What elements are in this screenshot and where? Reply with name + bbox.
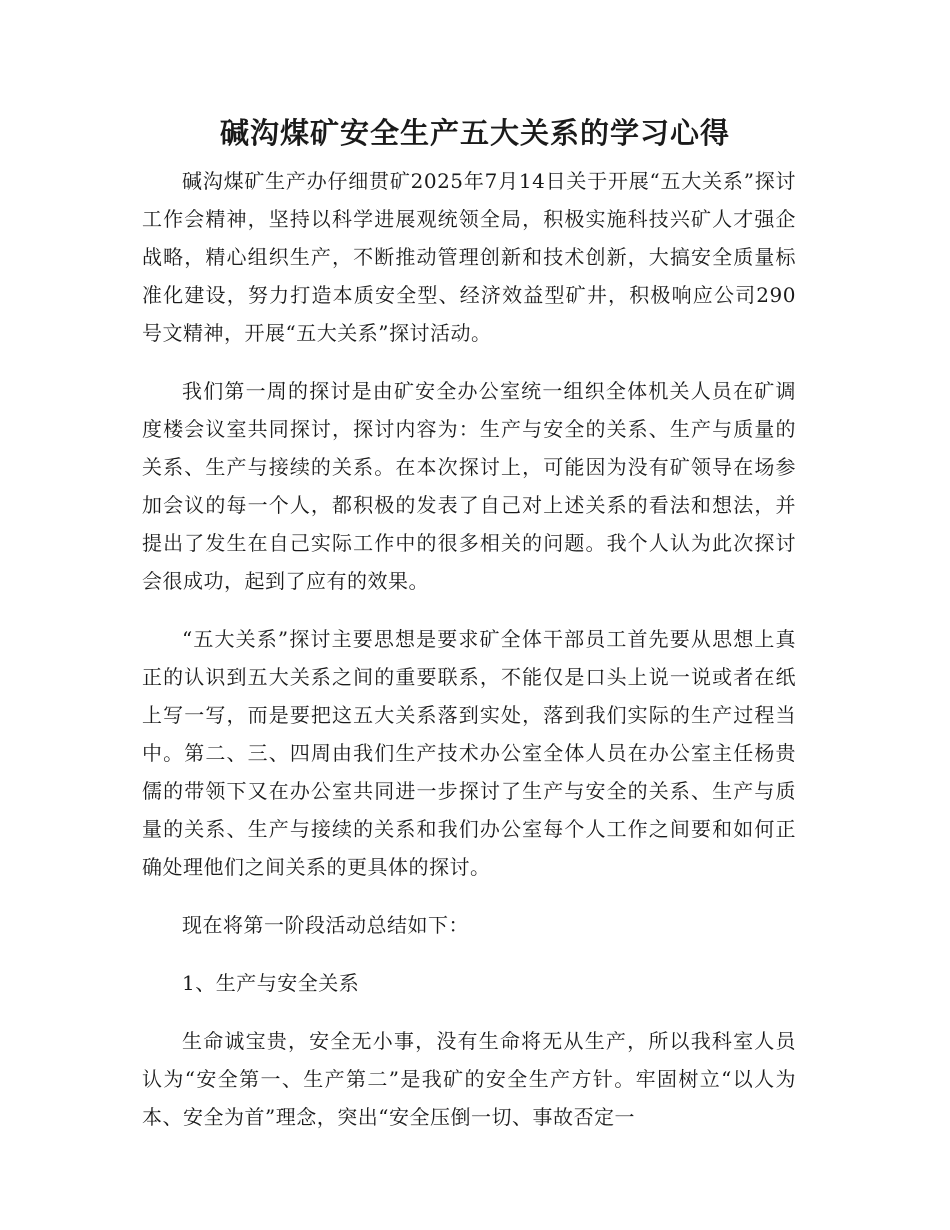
paragraph-summary-intro: 现在将第一阶段活动总结如下： xyxy=(182,913,469,937)
paragraph-intro: 碱沟煤矿生产办仔细贯矿2025年7月14日关于开展“五大关系”探讨工作会精神，坚持以科学进展观统领全局，积极实施科技兴矿人才强企战略，精心组织生产，不断推动管理创新和技术创新，大搞安全质量标准化建设，努力打造本质安全型、经济效益型矿井，积极响应公司290号文精神，开展“五大关系”探讨活动。 xyxy=(142,169,796,345)
paragraph-five-relations: “五大关系”探讨主要思想是要求矿全体干部员工首先要从思想上真正的认识到五大关系之间的重要联系，不能仅是口头上说一说或者在纸上写一写，而是要把这五大关系落到实处，落到我们实际的生产过程当中。第二、三、四周由我们生产技术办公室全体人员在办公室主任杨贵儒的带领下又在办公室共同进一步探讨了生产与安全的关系、生产与质量的关系、生产与接续的关系和我们办公室每个人工作之间要和如何正确处理他们之间关系的更具体的探讨。 xyxy=(142,627,796,879)
paragraph-first-week: 我们第一周的探讨是由矿安全办公室统一组织全体机关人员在矿调度楼会议室共同探讨，探讨内容为：生产与安全的关系、生产与质量的关系、生产与接续的关系。在本次探讨上，可能因为没有矿领导在场参加会议的每一个人，都积极的发表了自己对上述关系的看法和想法，并提出了发生在自己实际工作中的很多相关的问题。我个人认为此次探讨会很成功，起到了应有的效果。 xyxy=(142,379,796,593)
section-heading-production-safety: 1、生产与安全关系 xyxy=(182,971,360,995)
paragraph-production-safety: 生命诚宝贵，安全无小事，没有生命将无从生产，所以我科室人员认为“安全第一、生产第二”是我矿的安全生产方针。牢固树立“以人为本、安全为首”理念，突出“安全压倒一切、事故否定一 xyxy=(142,1029,796,1129)
document-title: 碱沟煤矿安全生产五大关系的学习心得 xyxy=(219,116,730,150)
document-body xyxy=(142,162,796,1156)
